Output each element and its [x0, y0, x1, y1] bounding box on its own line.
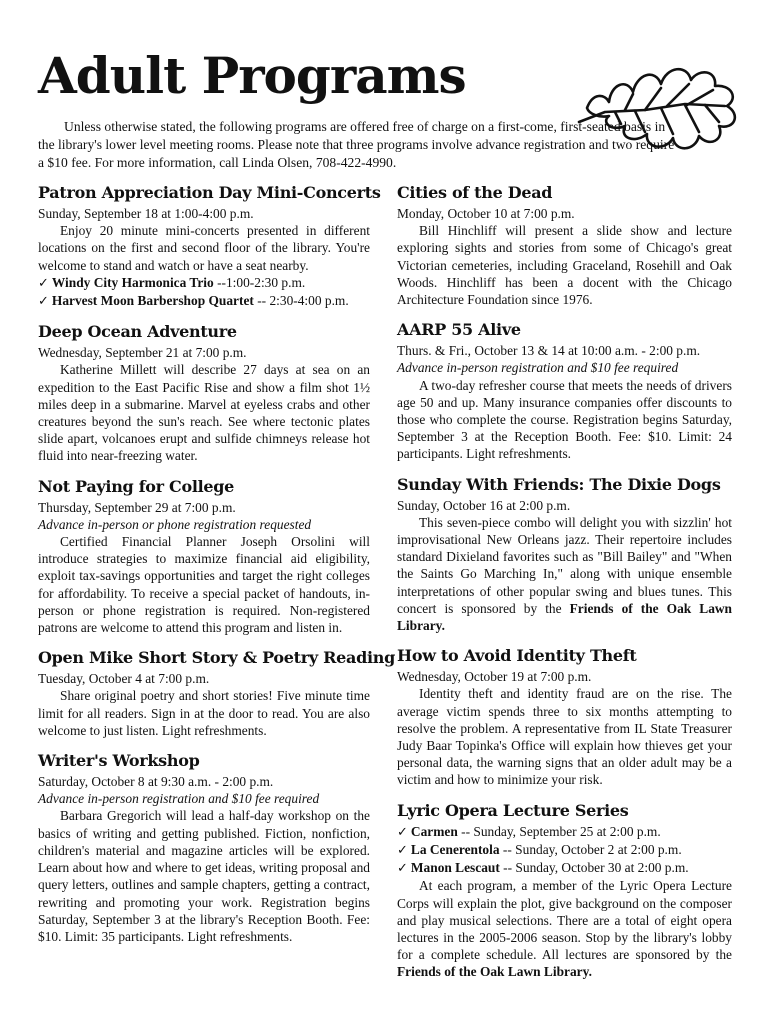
opera-item	[397, 841, 732, 859]
performer-time: -- 2:30-4:00 p.m.	[253, 293, 349, 309]
performer-item	[38, 292, 370, 310]
program-title: Sunday With Friends: The Dixie Dogs	[397, 474, 721, 494]
performer-name: Harvest Moon Barbershop Quartet	[51, 293, 254, 309]
program-datetime: Sunday, October 16 at 2:00 p.m.	[397, 497, 571, 513]
program-deep-ocean	[38, 321, 370, 464]
registration-note: Advance in-person registration and $10 fee required	[38, 791, 320, 807]
program-title: How to Avoid Identity Theft	[397, 646, 637, 666]
opera-date: -- Sunday, October 2 at 2:00 p.m.	[499, 841, 682, 857]
program-description: Bill Hinchliff will present a slide show and lecture exploring sights and stories from some of Chicago's great Victorian cemeteries, including Graceland, Rosehill and Oak Woods. Hinchliff has been a docent with the Chicago Architecture Foundation since 1976.	[397, 223, 732, 308]
description-text: At each program, a member of the Lyric Opera Lecture Corps will explain the plot, give background on the composer and play musical selections. There are a total of eight opera lectures in the 2005-2006 season. Stop by the library's lobby for a complete schedule. All lectures are sponsored by the	[397, 878, 732, 963]
checkmark-icon: ✓	[397, 842, 408, 858]
intro-paragraph: Unless otherwise stated, the following programs are offered free of charge on a first-come, first-seated basis in the library's lower level meeting rooms. Please note that three programs involve advance registration and two require a $10 fee. For more information, call Linda Olsen, 708-422-4990.	[38, 119, 675, 170]
program-description	[397, 514, 732, 634]
registration-note: Advance in-person registration and $10 fee required	[397, 360, 679, 376]
program-description: A two-day refresher course that meets the needs of drivers age 50 and up. Many insurance companies offer discounts to those who complete the course. Registration begins Saturday, September 3 at the Reception Booth. Fee: $10. Limit: 24 participants. Light refreshments.	[397, 377, 732, 462]
program-datetime: Saturday, October 8 at 9:30 a.m. - 2:00 p.m.	[38, 774, 274, 790]
program-dixie-dogs	[397, 474, 732, 635]
opera-item	[397, 823, 732, 841]
opera-name: Carmen	[410, 823, 458, 839]
program-identity-theft	[397, 645, 732, 788]
right-column	[397, 182, 732, 992]
program-title: Patron Appreciation Day Mini-Concerts	[38, 183, 381, 202]
program-title: Open Mike Short Story & Poetry Reading	[38, 648, 395, 668]
opera-date: -- Sunday, October 30 at 2:00 p.m.	[499, 860, 689, 876]
program-datetime: Wednesday, September 21 at 7:00 p.m.	[38, 345, 247, 361]
program-title: Lyric Opera Lecture Series	[397, 800, 629, 820]
program-datetime: Thursday, September 29 at 7:00 p.m.	[38, 499, 236, 515]
opera-name: La Cenerentola	[410, 841, 500, 857]
program-aarp	[397, 319, 732, 462]
program-not-paying-for-college	[38, 476, 370, 637]
program-datetime: Monday, October 10 at 7:00 p.m.	[397, 206, 575, 221]
performer-name: Windy City Harmonica Trio	[51, 274, 214, 290]
program-datetime: Wednesday, October 19 at 7:00 p.m.	[397, 669, 592, 685]
performer-time: --1:00-2:30 p.m.	[213, 274, 306, 290]
opera-item	[397, 859, 732, 877]
program-patron-appreciation	[38, 182, 381, 310]
checkmark-icon: ✓	[38, 275, 49, 291]
program-title: Cities of the Dead	[397, 183, 553, 202]
program-datetime: Sunday, September 18 at 1:00-4:00 p.m.	[38, 206, 254, 221]
program-description: Identity theft and identity fraud are on the rise. The average victim spends three to six months attempting to resolve the problem. A representative from IL State Treasurer Judy Baar Topinka's Office will explain how thieves get your personal data, the warning signs that an older adult may be a victim and how to minimize your risk.	[397, 686, 732, 788]
program-description: Enjoy 20 minute mini-concerts presented in different locations on the first and second floor of the library. You're welcome to stand and watch or have a seat nearby.	[38, 223, 370, 273]
checkmark-icon: ✓	[38, 294, 49, 310]
program-title: Deep Ocean Adventure	[38, 322, 237, 342]
checkmark-icon: ✓	[397, 824, 408, 840]
program-cities-of-the-dead	[397, 182, 732, 308]
description-text: This seven-piece combo will delight you with sizzlin' hot improvisational New Orleans jazz. Their repertoire includes standard Dixieland favorites such as "Bill Bailey" and "When the Saints Go Marching In," along with unique ensemble interpretations of other popular swing and blues tunes. This concert is sponsored by the	[397, 514, 732, 616]
program-description: Share original poetry and short stories! Five minute time limit for all readers. Sign in at the door to read. You are also welcome to just listen. Light refreshments.	[38, 688, 370, 738]
program-title: Not Paying for College	[38, 476, 235, 496]
sponsor-name: Friends of the Oak Lawn Library.	[397, 600, 733, 634]
checkmark-icon: ✓	[397, 861, 408, 877]
program-datetime: Tuesday, October 4 at 7:00 p.m.	[38, 671, 210, 687]
sponsor-name: Friends of the Oak Lawn Library.	[397, 964, 592, 980]
program-description: Barbara Gregorich will lead a half-day workshop on the basics of writing and getting published. Fiction, nonfiction, children's material and magazine articles will be explored. Learn about how and where to get ideas, writing proposal and query letters, outlines and sample chapters, getting a contract, rewriting and promoting your work. Registration begins Saturday, September 3 at the library's Reception Booth. Fee: $10. Limit: 35 participants. Light refreshments.	[38, 808, 370, 944]
program-datetime: Thurs. & Fri., October 13 & 14 at 10:00 a.m. - 2:00 p.m.	[397, 343, 701, 359]
program-title: AARP 55 Alive	[397, 320, 521, 340]
program-writers-workshop	[38, 750, 370, 945]
program-title: Writer's Workshop	[38, 751, 200, 771]
performer-item	[38, 274, 370, 292]
registration-note: Advance in-person or phone registration requested	[38, 516, 312, 532]
opera-name: Manon Lescaut	[410, 860, 500, 876]
page-title: Adult Programs	[38, 46, 466, 105]
program-description: Certified Financial Planner Joseph Orsolini will introduce strategies to maximize financial aid eligibility, exploit tax-savings opportunities and target the right colleges for affordability. To receive a special packet of handouts, in-person or phone registration is required. Non-registered patrons are welcome to attend this program and listen in.	[38, 534, 370, 636]
opera-date: -- Sunday, September 25 at 2:00 p.m.	[457, 823, 661, 839]
program-description	[397, 877, 732, 980]
program-lyric-opera	[397, 800, 732, 981]
program-description: Katherine Millett will describe 27 days at sea on an expedition to the East Pacific Rise and show a film shot 1½ miles deep in a submarine. Marvel at eyeless crabs and other creatures beyond the sun's reach. See where tectonic plates slide apart, volcanoes erupt and sulfide chimneys release hot fluid into near-freezing water.	[38, 362, 370, 464]
left-column	[38, 182, 395, 956]
program-open-mike	[38, 647, 395, 739]
